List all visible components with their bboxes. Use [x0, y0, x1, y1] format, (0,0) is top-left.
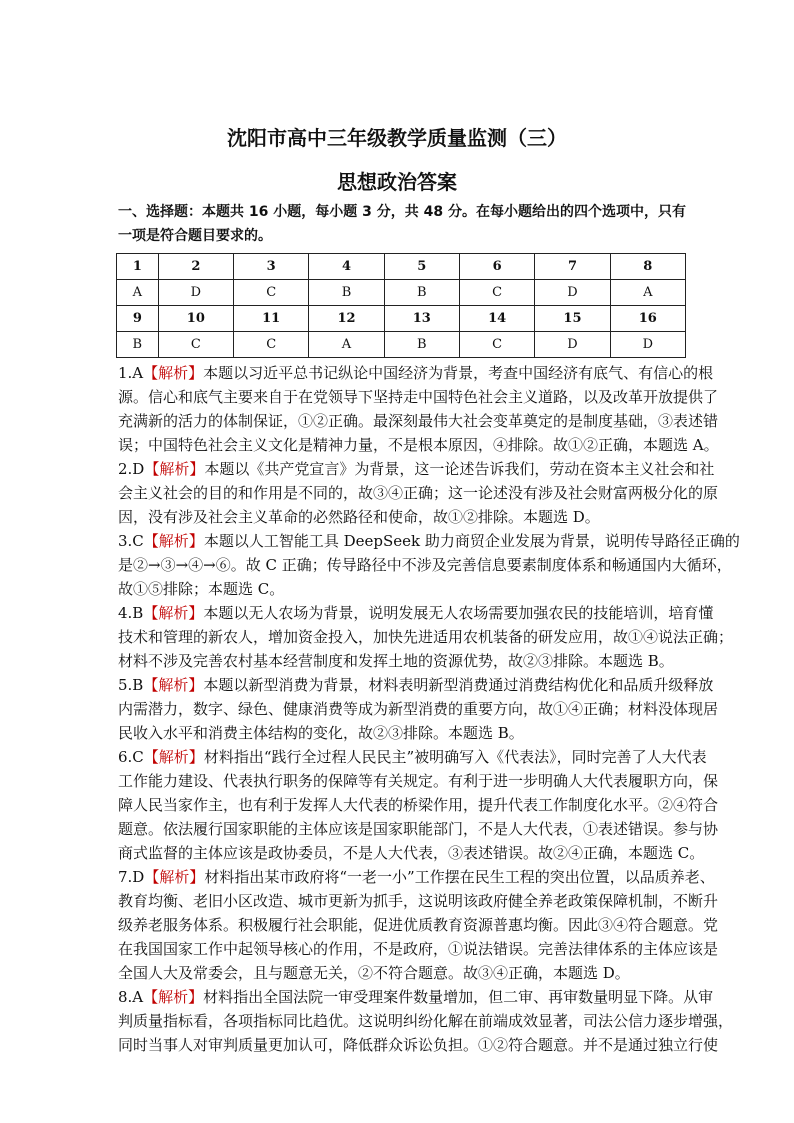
analysis-text: 级养老服务体系。积极履行社会职能，促进优质教育资源普惠均衡。因此③④符合题意。党 — [118, 916, 719, 934]
analysis-item — [118, 745, 719, 865]
analysis-label: 【解析】 — [143, 988, 204, 1006]
analysis-line — [118, 1033, 719, 1057]
analysis-line — [118, 841, 705, 865]
analysis-text: 在我国国家工作中起领导核心的作用，不是政府，①说法错误。完善法律体系的主体应该是 — [118, 940, 719, 958]
document-title: 沈阳市高中三年级教学质量监测（三） — [227, 126, 567, 150]
section-heading-line-2: 一项是符合题目要求的。 — [118, 228, 272, 244]
analysis-line — [118, 1009, 734, 1033]
analysis-line — [118, 577, 685, 601]
question-number-cell: 5 — [384, 254, 459, 280]
analysis-text: 充满新的活力的体制保证，①②正确。最深刻最伟大社会变革奠定的是制度基础，③表述错 — [118, 412, 719, 430]
analysis-text: 会主义社会的目的和作用是不同的，故③④正确；这一论述没有涉及社会财富两极分化的原 — [118, 484, 719, 502]
analysis-text: 技术和管理的新农人，增加资金投入，加快先进适用农机装备的研发应用，故①④说法正确； — [118, 628, 734, 646]
analysis-item — [118, 529, 740, 601]
analysis-line — [118, 865, 715, 889]
analysis-text: 教育均衡、老旧小区改造、城市更新为抓手，这说明该政府健全养老政策保障机制，不断升 — [118, 892, 719, 910]
analysis-line — [118, 553, 732, 577]
question-number-cell: 14 — [459, 306, 534, 332]
question-number-cell: 9 — [117, 306, 159, 332]
question-number-cell: 4 — [309, 254, 384, 280]
question-number-cell: 8 — [610, 254, 685, 280]
answer-cell: A — [309, 332, 384, 358]
analysis-label: 【解析】 — [144, 868, 205, 886]
analysis-item — [118, 865, 719, 985]
question-number-cell: 12 — [309, 306, 384, 332]
analysis-label: 【解析】 — [143, 676, 204, 694]
question-number-row — [117, 306, 686, 332]
question-number-cell: 16 — [610, 306, 685, 332]
analysis-line — [118, 721, 685, 745]
analysis-text: 故①⑤排除；本题选 C。 — [118, 580, 285, 598]
analysis-line — [118, 673, 714, 697]
answer-table — [116, 253, 686, 358]
section-heading-line-1: 一、选择题：本题共 16 小题，每小题 3 分，共 48 分。在每小题给出的四个选项中，只有 — [118, 204, 686, 220]
question-number-cell: 7 — [535, 254, 610, 280]
analysis-label: 【解析】 — [143, 364, 204, 382]
question-number-cell: 1 — [117, 254, 159, 280]
analysis-item — [118, 985, 734, 1057]
analysis-item — [118, 361, 719, 457]
question-number-cell: 15 — [535, 306, 610, 332]
answer-cell: C — [459, 332, 534, 358]
analysis-line — [118, 889, 719, 913]
analysis-text: 全国人大及常委会，且与题意无关，②不符合题意。故③④正确，本题选 D。 — [118, 964, 630, 982]
analysis-text: 本题以人工智能工具 DeepSeek 助力商贸企业发展为背景，说明传导路径正确的 — [203, 532, 740, 550]
analysis-text: 误；中国特色社会主义文化是精神力量，不是根本原因，④排除。故①②正确，本题选 A。 — [118, 436, 719, 454]
analysis-label: 【解析】 — [143, 604, 204, 622]
analysis-line — [118, 601, 714, 625]
answer-row — [117, 332, 686, 358]
analysis-text: 判质量指标看，各项指标同比趋优。这说明纠纷化解在前端成效显著，司法公信力逐步增强， — [118, 1012, 734, 1030]
question-answer-prefix: 7.D — [118, 868, 145, 886]
question-number-cell: 10 — [158, 306, 233, 332]
analysis-line — [118, 697, 719, 721]
analysis-label: 【解析】 — [143, 532, 204, 550]
analysis-line — [118, 817, 719, 841]
analysis-line — [118, 457, 715, 481]
analysis-text: 同时当事人对审判质量更加认可，降低群众诉讼负担。①②符合题意。并不是通过独立行使 — [118, 1036, 719, 1054]
analysis-text: 本题以无人农场为背景，说明发展无人农场需要加强农民的技能培训，培育懂 — [203, 604, 714, 622]
analysis-body — [118, 361, 740, 1057]
analysis-line — [118, 529, 740, 553]
analysis-item — [118, 601, 734, 673]
question-answer-prefix: 1.A — [118, 364, 144, 382]
analysis-text: 障人民当家作主，也有利于发挥人大代表的桥梁作用，提升代表工作制度化水平。②④符合 — [118, 796, 719, 814]
analysis-text: 材料指出某市政府将“一老一小”工作摆在民生工程的突出位置，以品质养老、 — [204, 868, 715, 886]
question-answer-prefix: 3.C — [118, 532, 144, 550]
analysis-line — [118, 913, 719, 937]
answer-cell: C — [234, 332, 309, 358]
analysis-line — [118, 361, 714, 385]
analysis-text: 本题以《共产党宣言》为背景，这一论述告诉我们，劳动在资本主义社会和社 — [204, 460, 715, 478]
analysis-label: 【解析】 — [143, 748, 204, 766]
analysis-line — [118, 745, 707, 769]
analysis-text: 材料指出全国法院一审受理案件数量增加，但二审、再审数量明显下降。从审 — [203, 988, 714, 1006]
question-number-cell: 11 — [234, 306, 309, 332]
question-answer-prefix: 5.B — [118, 676, 144, 694]
answer-cell: C — [158, 332, 233, 358]
answer-cell: A — [610, 280, 685, 306]
analysis-label: 【解析】 — [144, 460, 205, 478]
answer-cell: D — [535, 332, 610, 358]
analysis-text: 是②→③→④→⑥。故 C 正确；传导路径中不涉及完善信息要素制度体系和畅通国内大循环， — [118, 556, 732, 574]
question-answer-prefix: 8.A — [118, 988, 144, 1006]
answer-cell: C — [459, 280, 534, 306]
answer-cell: A — [117, 280, 159, 306]
answer-cell: D — [535, 280, 610, 306]
analysis-text: 工作能力建设、代表执行职务的保障等有关规定。有利于进一步明确人大代表履职方向，保 — [118, 772, 719, 790]
analysis-text: 民收入水平和消费主体结构的变化，故②③排除。本题选 B。 — [118, 724, 524, 742]
answer-cell: B — [384, 280, 459, 306]
analysis-line — [118, 649, 685, 673]
analysis-text: 材料指出“践行全过程人民民主”被明确写入《代表法》，同时完善了人大代表 — [203, 748, 707, 766]
analysis-text: 商式监督的主体应该是政协委员，不是人大代表，③表述错误。故②④正确，本题选 C。 — [118, 844, 705, 862]
question-answer-prefix: 2.D — [118, 460, 145, 478]
answer-cell: B — [384, 332, 459, 358]
analysis-text: 因，没有涉及社会主义革命的必然路径和使命，故①②排除。本题选 D。 — [118, 508, 600, 526]
analysis-line — [118, 505, 685, 529]
analysis-item — [118, 673, 719, 745]
analysis-line — [118, 769, 719, 793]
analysis-text: 源。信心和底气主要来自于在党领导下坚持走中国特色社会主义道路，以及改革开放提供了 — [118, 388, 719, 406]
question-number-cell: 13 — [384, 306, 459, 332]
analysis-text: 内需潜力，数字、绿色、健康消费等成为新型消费的重要方向，故①④正确；材料没体现居 — [118, 700, 719, 718]
question-number-row — [117, 254, 686, 280]
analysis-item — [118, 457, 719, 529]
analysis-text: 本题以习近平总书记纵论中国经济为背景，考查中国经济有底气、有信心的根 — [203, 364, 714, 382]
analysis-line — [118, 961, 685, 985]
analysis-line — [118, 985, 714, 1009]
document-subtitle: 思想政治答案 — [337, 170, 457, 194]
question-number-cell: 3 — [234, 254, 309, 280]
analysis-line — [118, 433, 719, 457]
question-answer-prefix: 6.C — [118, 748, 144, 766]
answer-cell: B — [117, 332, 159, 358]
analysis-text: 本题以新型消费为背景，材料表明新型消费通过消费结构优化和品质升级释放 — [203, 676, 714, 694]
analysis-line — [118, 409, 719, 433]
analysis-line — [118, 385, 719, 409]
analysis-line — [118, 625, 734, 649]
question-number-cell: 6 — [459, 254, 534, 280]
question-answer-prefix: 4.B — [118, 604, 144, 622]
answer-cell: D — [610, 332, 685, 358]
analysis-text: 题意。依法履行国家职能的主体应该是国家职能部门，不是人大代表，①表述错误。参与协 — [118, 820, 719, 838]
answer-row — [117, 280, 686, 306]
analysis-line — [118, 937, 719, 961]
answer-cell: D — [158, 280, 233, 306]
analysis-line — [118, 481, 719, 505]
analysis-text: 材料不涉及完善农村基本经营制度和发挥土地的资源优势，故②③排除。本题选 B。 — [118, 652, 674, 670]
answer-cell: C — [234, 280, 309, 306]
answer-cell: B — [309, 280, 384, 306]
analysis-line — [118, 793, 719, 817]
question-number-cell: 2 — [158, 254, 233, 280]
